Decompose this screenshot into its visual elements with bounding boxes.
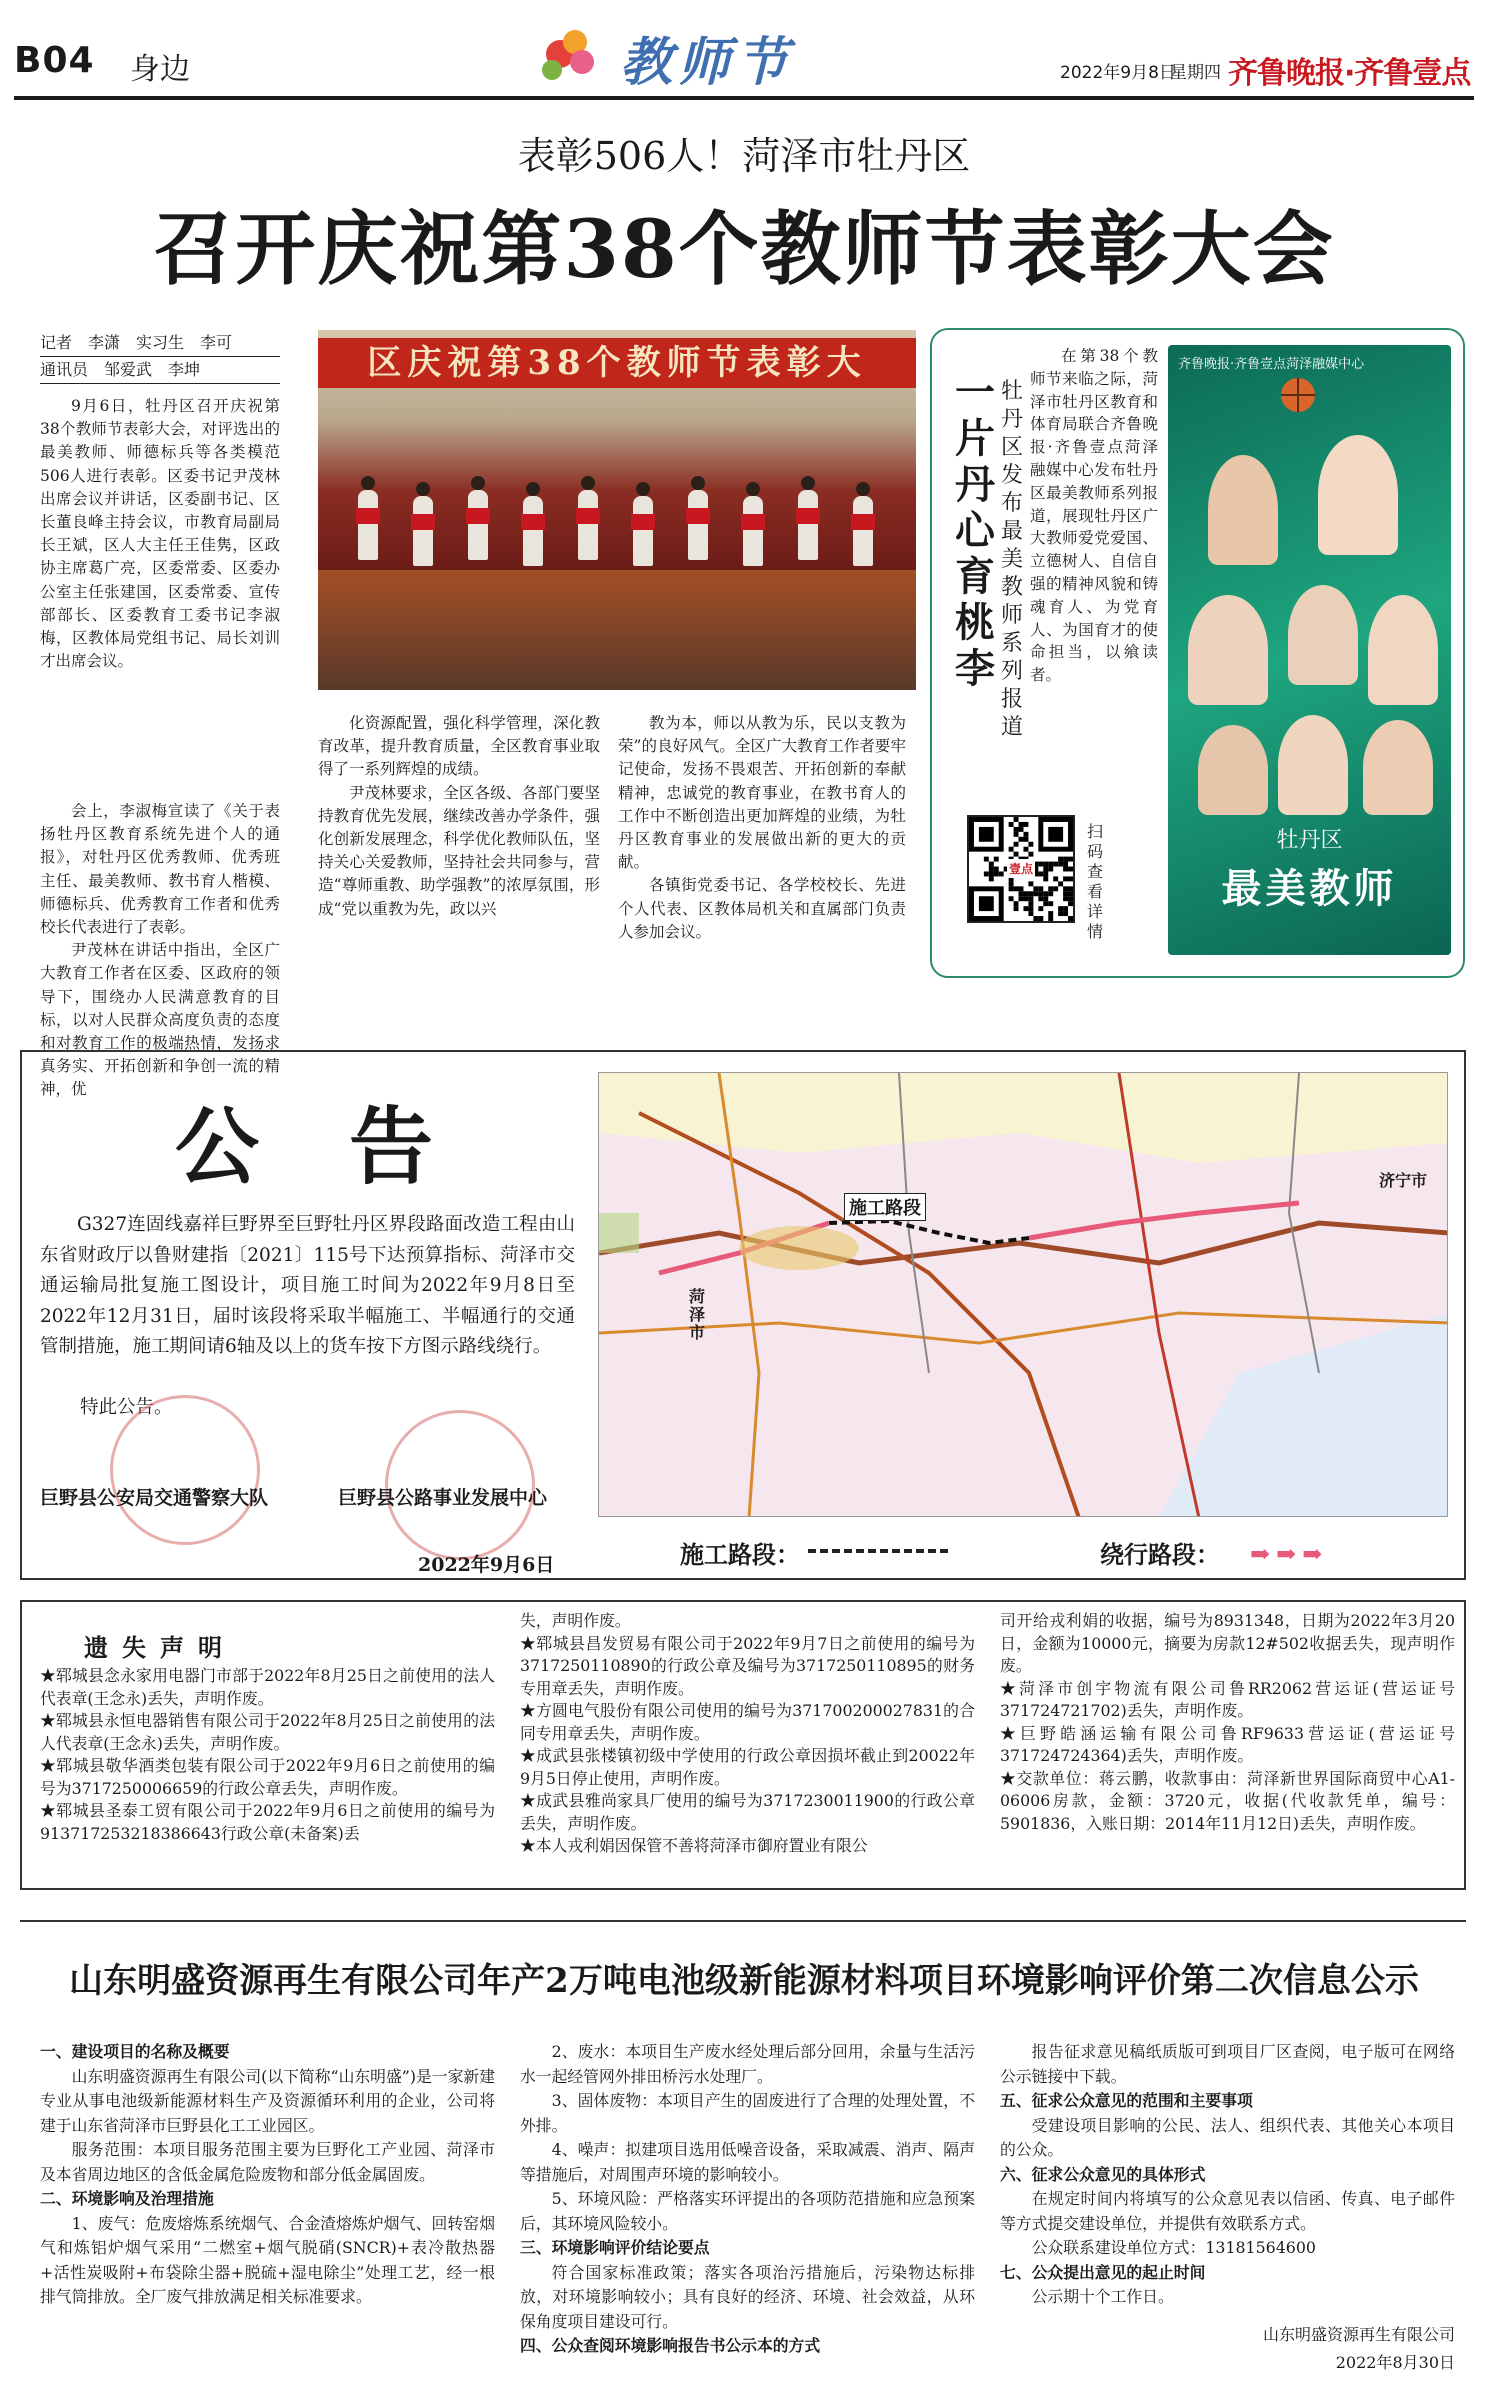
- scan-label: 扫码查看详情: [1086, 822, 1103, 941]
- article-column-2: [318, 712, 600, 921]
- poster-figure: [1278, 715, 1348, 815]
- section-heading: 四、公众查阅环境影响报告书公示本的方式: [520, 2336, 821, 2355]
- issue-weekday: 星期四: [1170, 63, 1221, 83]
- paragraph: ★郓城县圣泰工贸有限公司于2022年9月6日之前使用的编号为913717253218386643行政公章(未备案)丢: [40, 1801, 495, 1843]
- legend-dash-line: [808, 1549, 948, 1553]
- paragraph: ★郓城县念永家用电器门市部于2022年8月25日之前使用的法人代表章(王念永)丢失，声明作废。: [40, 1666, 495, 1708]
- byline-correspondents: 通讯员 邹爱武 李坤: [40, 357, 280, 384]
- poster-header: 齐鲁晚报·齐鲁壹点菏泽融媒中心: [1178, 357, 1365, 372]
- map-graphic: [599, 1073, 1448, 1517]
- notice-date: 2022年9月6日: [418, 1554, 555, 1576]
- teacher-poster: [1168, 345, 1451, 955]
- paragraph: 会上，李淑梅宣读了《关于表扬牡丹区教育系统先进个人的通报》，对牡丹区优秀教师、优秀班主任、最美教师、教书育人楷模、师德标兵、优秀教育工作者和优秀校长代表进行了表彰。: [40, 802, 280, 937]
- lost-statements-title: 遗失声明: [84, 1633, 236, 1662]
- notice-ending: 特此公告。: [80, 1397, 173, 1418]
- env-notice-title: 山东明盛资源再生有限公司年产2万吨电池级新能源材料项目环境影响评价第二次信息公示: [69, 1961, 1419, 2001]
- paragraph: 司开给戎利娟的收据，编号为8931348，日期为2022年3月20日，金额为10000元，摘要为房款12#502收据丢失，现声明作废。: [1000, 1611, 1455, 1675]
- env-column-2: [520, 2040, 975, 2359]
- notice-org-police: 巨野县公安局交通警察大队: [40, 1487, 269, 1509]
- paragraph: ★郓城县永恒电器销售有限公司于2022年8月25日之前使用的法人代表章(王念永)丢失，声明作废。: [40, 1711, 495, 1753]
- header-rule: [14, 96, 1474, 100]
- detour-map: [598, 1072, 1448, 1517]
- section-heading: 二、环境影响及治理措施: [40, 2189, 214, 2208]
- lost-column-3: [1000, 1610, 1455, 1835]
- paragraph: 各镇街党委书记、各学校校长、先进个人代表、区教体局机关和直属部门负责人参加会议。: [618, 876, 906, 941]
- paragraph: 山东明盛资源再生有限公司(以下简称“山东明盛”)是一家新建专业从事电池级新能源材料生产及资源循环利用的企业，公司将建于山东省菏泽市巨野县化工工业园区。: [40, 2066, 495, 2135]
- env-column-3: [1000, 2040, 1455, 2310]
- poster-figure: [1198, 725, 1268, 815]
- sidebar-paragraph: 在第38个教师节来临之际，菏泽市牡丹区教育和体育局联合齐鲁晚报·齐鲁壹点菏泽融媒中心发布牡丹区最美教师系列报道，展现牡丹区广大教师爱党爱国、立德树人、自信自强的精神风貌和铸魂育人、为党育人、为国育才的使命担当，以飨读者。: [1030, 347, 1158, 685]
- section-name: 身边: [130, 52, 190, 87]
- teachers-day-logo: [530, 14, 890, 94]
- awardee-figure: [578, 490, 598, 560]
- section-heading: 六、征求公众意见的具体形式: [1000, 2164, 1206, 2184]
- notice-body: [40, 1210, 575, 1363]
- paragraph: 9月6日，牡丹区召开庆祝第38个教师节表彰大会，对评选出的最美教师、师德标兵等各类模范506人进行表彰。区委书记尹茂林出席会议并讲话，区委副书记、区长董良峰主持会议，市教育局副局长王斌，区人大主任王佳隽，区政协主席葛广亮，区委常委、区委办公室主任张建国，区委常委、宣传部部长、区委教育工委书记李淑梅，区教体局党组书记、局长刘训才出席会议。: [40, 397, 280, 671]
- awardee-figure: [468, 490, 488, 560]
- poster-figure: [1318, 435, 1398, 555]
- photo-stage: [318, 570, 916, 690]
- lost-column-2: [520, 1610, 975, 1858]
- awardee-figure: [413, 496, 433, 566]
- paragraph: ★交款单位：蒋云鹏，收款事由：菏泽新世界国际商贸中心A1-06006房款，金额：3720元，收据(代收款凭单，编号：5901836，入账日期：2014年11月12日)丢失，声明作废。: [1000, 1768, 1455, 1833]
- paragraph: 3、固体废物：本项目产生的固废进行了合理的处理处置，不外排。: [520, 2091, 975, 2135]
- paragraph: ★菏泽市创宇物流有限公司鲁RR2062营运证(营运证号371724721702)丢失，声明作废。: [1000, 1678, 1455, 1720]
- headline-kicker: 表彰506人！菏泽市牡丹区: [517, 134, 971, 178]
- paragraph: ★成武县雅尚家具厂使用的编号为3717230011900的行政公章丢失，声明作废。: [520, 1791, 975, 1833]
- awardee-figure: [523, 496, 543, 566]
- ceremony-photo: [318, 330, 916, 690]
- poster-title-line2: 最美教师: [1221, 865, 1398, 912]
- headline-title: 召开庆祝第38个教师节表彰大会: [153, 202, 1335, 296]
- poster-figure: [1188, 595, 1268, 705]
- notice-org-highway: 巨野县公路事业发展中心: [338, 1487, 548, 1509]
- awardee-figure: [743, 496, 763, 566]
- paragraph: 1、废气：危废熔炼系统烟气、合金渣熔炼炉烟气、回转窑烟气和炼铝炉烟气采用“二燃室+烟气脱硝(SNCR)+表冷散热器+活性炭吸附+布袋除尘器+脱硫+湿电除尘”处理工艺，经一根排气筒排放。全厂废气排放满足相关标准要求。: [40, 2213, 495, 2306]
- paragraph: ★郓城县敬华酒类包装有限公司于2022年9月6日之前使用的编号为3717250006659的行政公章丢失，声明作废。: [40, 1756, 495, 1798]
- paragraph: 5、环境风险：严格落实环评提出的各项防范措施和应急预案后，其环境风险较小。: [520, 2189, 975, 2233]
- awardee-figure: [688, 490, 708, 560]
- section-heading: 一、建设项目的名称及概要: [40, 2042, 230, 2061]
- paragraph: ★郓城县昌发贸易有限公司于2022年9月7日之前使用的编号为3717250110890的行政公章及编号为3717250110895的财务专用章丢失，声明作废。: [520, 1633, 975, 1698]
- awardee-figure: [798, 490, 818, 560]
- paragraph: 公示期十个工作日。: [1031, 2287, 1174, 2306]
- poster-figure: [1368, 595, 1438, 705]
- env-date: 2022年8月30日: [1335, 2353, 1455, 2372]
- legend-construction-label: 施工路段：: [680, 1541, 800, 1569]
- paragraph: 符合国家标准政策；落实各项治污措施后，污染物达标排放，对环境影响较小；具有良好的经济、环境、社会效益，从环保角度项目建设可行。: [520, 2262, 975, 2331]
- paragraph: 4、噪声：拟建项目选用低噪音设备，采取减震、消声、隔声等措施后，对周围声环境的影响较小。: [520, 2140, 975, 2184]
- sidebar-vertical-subtitle: 牡丹区发布最美教师系列报道: [1000, 379, 1023, 740]
- byline: [40, 330, 280, 384]
- paragraph: ★方圆电气股份有限公司使用的编号为3717002000278​31的合同专用章丢失，声明作废。: [520, 1701, 975, 1743]
- issue-date: 2022年9月8日: [1060, 63, 1176, 83]
- sidebar-text: [1030, 345, 1158, 687]
- env-signature: 山东明盛资源再生有限公司: [1262, 2325, 1455, 2344]
- byline-reporters: 记者 李潇 实习生 李可: [40, 330, 280, 357]
- qr-code[interactable]: [967, 815, 1075, 923]
- article-column-1: [40, 395, 280, 673]
- poster-figure: [1208, 455, 1278, 565]
- festival-logo-text: 教师节: [620, 32, 795, 93]
- paragraph: 服务范围：本项目服务范围主要为巨野化工产业园、菏泽市及本省周边地区的含低金属危险废物和部分低金属固废。: [40, 2140, 495, 2184]
- poster-figure: [1288, 585, 1358, 685]
- section-heading: 七、公众提出意见的起止时间: [1000, 2262, 1206, 2282]
- poster-figure: [1363, 720, 1433, 815]
- env-section-rule: [20, 1920, 1466, 1922]
- sidebar-vertical-title: 一片丹心育桃李: [955, 369, 995, 692]
- paragraph: 失，声明作废。: [520, 1611, 631, 1630]
- lost-column-1: [40, 1665, 495, 1845]
- paragraph: 教为本，师以从教为乐，民以支教为荣”的良好风气。全区广大教育工作者要牢记使命，发扬不畏艰苦、开拓创新的奉献精神，忠诚党的教育事业，在教书育人的工作中不断创造出更加辉煌的业绩，为牡丹区教育事业的发展做出新的更大的贡献。: [618, 714, 906, 872]
- newspaper-logo: 齐鲁晚报·齐鲁壹点: [1228, 56, 1471, 91]
- paragraph: 2、废水：本项目生产废水经处理后部分回用，余量与生活污水一起经管网外排田桥污水处理厂。: [520, 2042, 975, 2086]
- legend-detour-label: 绕行路段：: [1100, 1541, 1220, 1569]
- paragraph: 尹茂林要求，全区各级、各部门要坚持教育优先发展，继续改善办学条件，强化创新发展理念，科学优化教师队伍，坚持关心关爱教师，坚持社会共同参与，营造“尊师重教、助学强教”的浓厚氛围，形成“党以重教为先，政以兴: [318, 783, 600, 918]
- section-heading: 五、征求公众意见的范围和主要事项: [1000, 2091, 1253, 2110]
- poster-title-line1: 牡丹区: [1276, 828, 1343, 853]
- basketball-icon: [1278, 375, 1318, 415]
- map-label-jining: 济宁市: [1379, 1171, 1428, 1190]
- article-column-3: [618, 712, 906, 944]
- map-label-construction: 施工路段: [844, 1193, 926, 1221]
- official-seal: [110, 1395, 260, 1545]
- qr-badge: 壹点: [1007, 859, 1035, 878]
- photo-banner: 区庆祝第38个教师节表彰大: [318, 338, 916, 388]
- paragraph: 受建设项目影响的公民、法人、组织代表、其他关心本项目的公众。: [1000, 2115, 1455, 2159]
- paragraph: 在规定时间内将填写的公众意见表以信函、传真、电子邮件等方式提交建设单位，并提供有效联系方式。: [1000, 2189, 1455, 2233]
- notice-paragraph: G327连固线嘉祥巨野界至巨野牡丹区界段路面改造工程由山东省财政厅以鲁财建指〔2021〕115号下达预算指标、菏泽市交通运输局批复施工图设计，项目施工时间为2022年9月8日至2022年12月31日，届时该段将采取半幅施工、半幅通行的交通管制措施，施工期间请6轴及以上的货车按下方图示路线绕行。: [40, 1214, 575, 1357]
- map-label-heze: 菏泽市: [689, 1287, 706, 1342]
- env-column-1: [40, 2040, 495, 2310]
- notice-title: 公告: [175, 1097, 524, 1196]
- awardee-figure: [633, 496, 653, 566]
- paragraph: 报告征求意见稿纸质版可到项目厂区查阅，电子版可在网络公示链接中下载。: [1000, 2042, 1455, 2086]
- section-number: B04: [14, 40, 95, 81]
- awardee-figure: [358, 490, 378, 560]
- legend-arrow-icon: ➡➡➡: [1250, 1540, 1329, 1568]
- section-heading: 三、环境影响评价结论要点: [520, 2238, 710, 2257]
- paragraph: ★成武县张楼镇初级中学使用的行政公章因损坏截止到20022年9月5日停止使用，声明作废。: [520, 1746, 975, 1788]
- paragraph: 尹茂林在讲话中指出，全区广大教育工作者在区委、区政府的领导下，围绕办人民满意教育的目标，以对人民群众高度负责的态度和对教育工作的极端热情，发扬求真务实、开拓创新和争创一流的精神，优: [40, 941, 280, 1099]
- paragraph: 公众联系建设单位方式：13181564600: [1031, 2238, 1316, 2257]
- paragraph: ★本人戎利娟因保管不善将菏泽市御府置业有限公: [520, 1836, 868, 1855]
- paragraph: 化资源配置，强化科学管理，深化教育改革，提升教育质量，全区教育事业取得了一系列辉煌的成绩。: [318, 714, 600, 779]
- awardee-figure: [853, 496, 873, 566]
- paragraph: ★巨野皓涵运输有限公司鲁RF9633营运证(营运证号371724724364)丢失，声明作废。: [1000, 1723, 1455, 1765]
